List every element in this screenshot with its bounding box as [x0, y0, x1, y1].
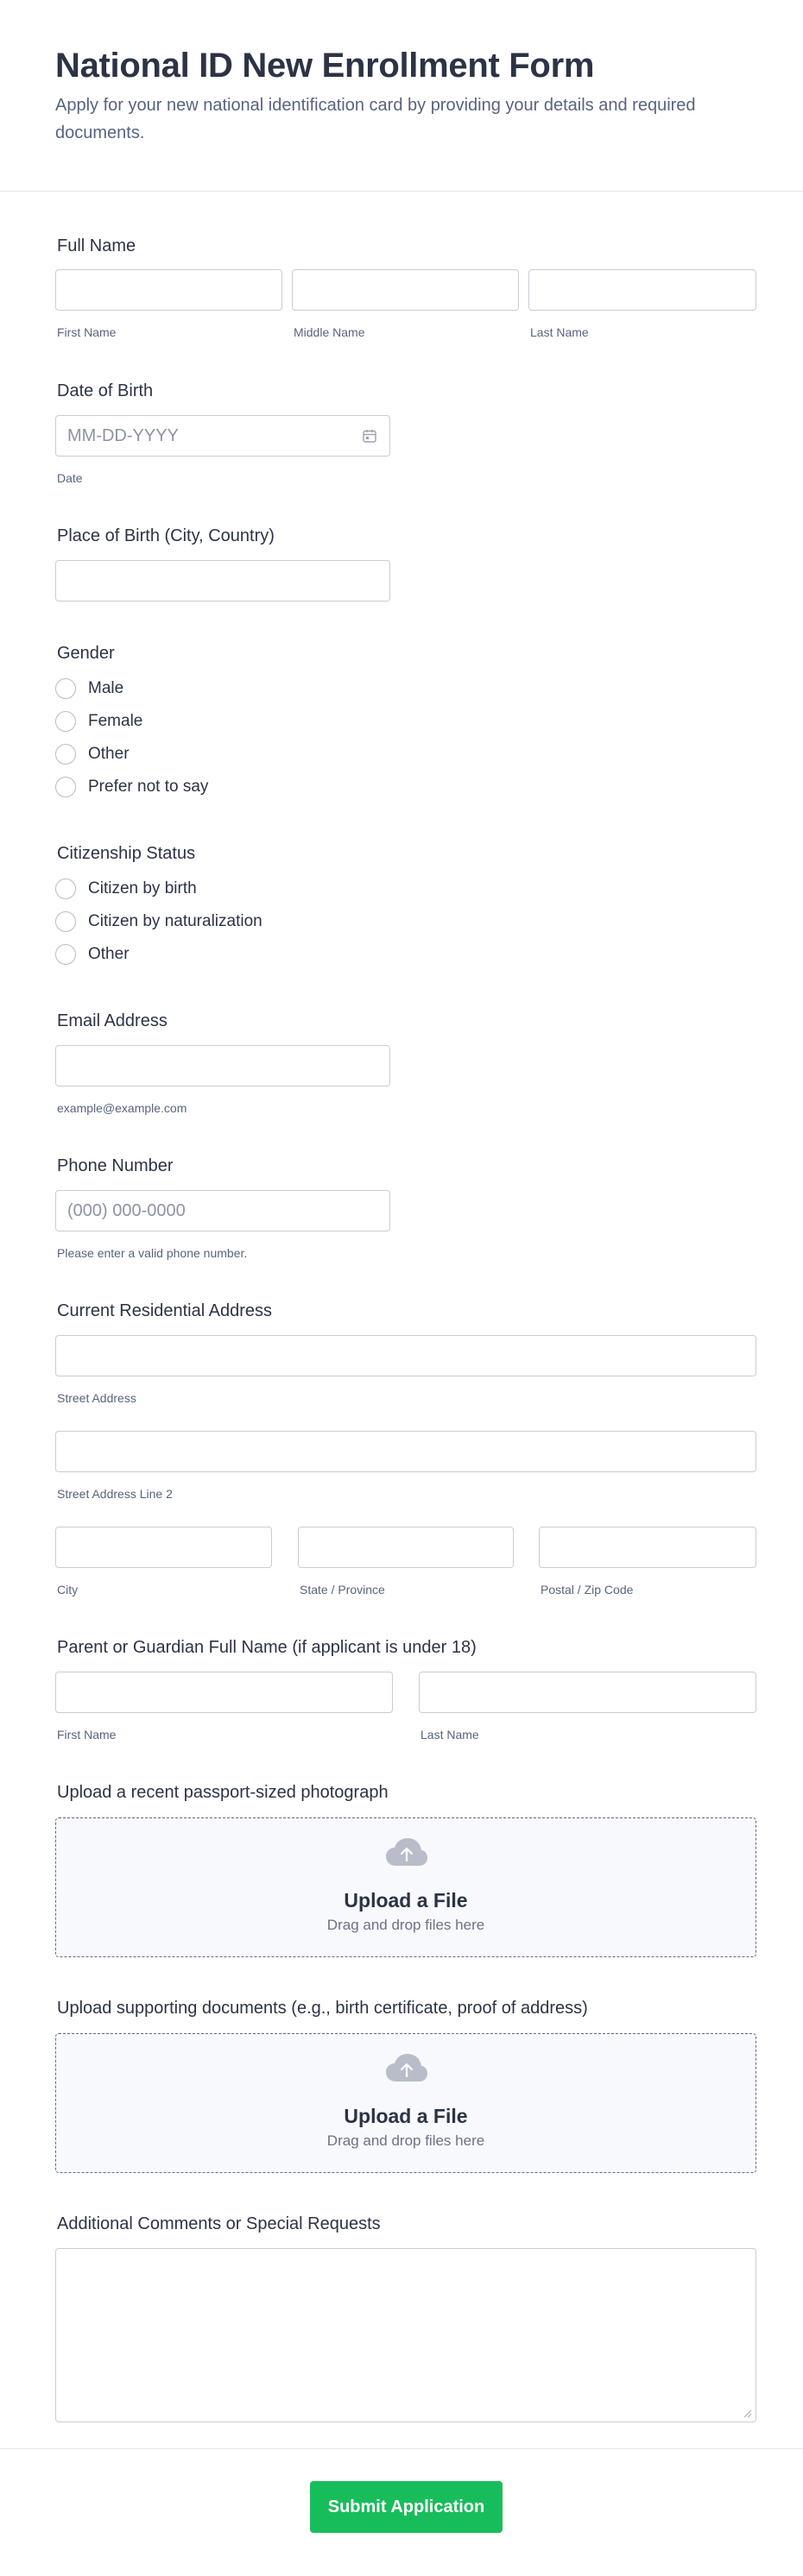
radio-button[interactable]	[55, 879, 76, 899]
guardian-last-name-sublabel: Last Name	[420, 1728, 479, 1741]
place-of-birth-label: Place of Birth (City, Country)	[57, 526, 275, 545]
form-subtitle: Apply for your new national identification card by providing your details and required documents.	[55, 96, 696, 142]
full-name-label: Full Name	[57, 236, 136, 255]
upload-hint: Drag and drop files here	[326, 1917, 485, 1933]
zip-sublabel: Postal / Zip Code	[541, 1583, 634, 1597]
form-title: National ID New Enrollment Form	[55, 47, 595, 85]
state-sublabel: State / Province	[300, 1583, 385, 1597]
cloud-upload-icon	[385, 1837, 428, 1867]
citizenship-option-naturalization[interactable]	[55, 910, 262, 933]
city-sublabel: City	[57, 1583, 79, 1597]
street-address-line2-sublabel: Street Address Line 2	[57, 1487, 173, 1501]
radio-button[interactable]	[55, 944, 76, 965]
phone-input[interactable]	[55, 1190, 390, 1231]
citizenship-option-birth[interactable]	[55, 878, 197, 900]
cloud-upload-icon	[385, 2053, 428, 2082]
upload-title: Upload a File	[344, 2105, 468, 2127]
guardian-label: Parent or Guardian Full Name (if applicant is under 18)	[57, 1638, 477, 1657]
radio-button[interactable]	[55, 777, 76, 797]
date-of-birth-input[interactable]	[55, 415, 390, 457]
form-header	[0, 0, 803, 192]
dob-sublabel: Date	[57, 471, 83, 485]
comments-textarea[interactable]	[55, 2248, 756, 2422]
street-address-sublabel: Street Address	[57, 1391, 136, 1405]
first-name-sublabel: First Name	[57, 325, 117, 339]
radio-button[interactable]	[55, 678, 76, 699]
first-name-input[interactable]	[55, 269, 282, 311]
photo-upload-dropzone[interactable]	[55, 1817, 756, 1957]
radio-label: Other	[88, 745, 130, 763]
radio-label: Citizen by birth	[88, 879, 197, 898]
street-address-line2-input[interactable]	[55, 1431, 756, 1472]
phone-sublabel: Please enter a valid phone number.	[57, 1246, 248, 1260]
upload-hint: Drag and drop files here	[326, 2132, 485, 2149]
guardian-first-name-sublabel: First Name	[57, 1728, 117, 1741]
street-address-input[interactable]	[55, 1335, 756, 1376]
gender-option-female[interactable]	[55, 710, 142, 733]
zip-input[interactable]	[539, 1527, 756, 1568]
citizenship-label: Citizenship Status	[57, 844, 196, 863]
middle-name-input[interactable]	[292, 269, 519, 311]
radio-label: Female	[88, 712, 143, 730]
email-label: Email Address	[57, 1011, 168, 1030]
gender-option-other[interactable]	[55, 743, 130, 765]
state-input[interactable]	[298, 1527, 514, 1568]
gender-label: Gender	[57, 644, 115, 663]
calendar-icon[interactable]	[362, 428, 377, 444]
radio-label: Citizen by naturalization	[88, 912, 262, 930]
radio-button[interactable]	[55, 711, 76, 732]
email-sublabel: example@example.com	[57, 1101, 187, 1115]
address-label: Current Residential Address	[57, 1301, 273, 1320]
guardian-last-name-input[interactable]	[419, 1672, 756, 1713]
gender-option-male[interactable]	[55, 677, 123, 700]
radio-label: Male	[88, 679, 124, 697]
comments-label: Additional Comments or Special Requests	[57, 2214, 381, 2233]
radio-label: Prefer not to say	[88, 778, 209, 796]
radio-button[interactable]	[55, 911, 76, 932]
upload-title: Upload a File	[344, 1889, 468, 1912]
dob-placeholder: MM-DD-YYYY	[67, 426, 179, 445]
docs-upload-label: Upload supporting documents (e.g., birth certificate, proof of address)	[57, 1999, 588, 2018]
radio-label: Other	[88, 945, 130, 963]
resize-handle-icon[interactable]	[743, 2409, 752, 2418]
place-of-birth-input[interactable]	[55, 560, 390, 601]
dob-label: Date of Birth	[57, 381, 154, 400]
gender-option-prefer-not-to-say[interactable]	[55, 776, 208, 798]
last-name-input[interactable]	[528, 269, 756, 311]
middle-name-sublabel: Middle Name	[294, 325, 365, 339]
phone-label: Phone Number	[57, 1156, 174, 1175]
submit-button[interactable]: Submit Application	[310, 2481, 503, 2533]
docs-upload-dropzone[interactable]	[55, 2033, 756, 2173]
phone-placeholder: (000) 000-0000	[67, 1201, 186, 1220]
email-field[interactable]	[55, 1045, 390, 1086]
radio-button[interactable]	[55, 744, 76, 765]
guardian-first-name-input[interactable]	[55, 1672, 393, 1713]
footer-divider	[0, 2448, 803, 2449]
last-name-sublabel: Last Name	[530, 325, 589, 339]
photo-upload-label: Upload a recent passport-sized photograph	[57, 1783, 389, 1802]
city-input[interactable]	[55, 1527, 272, 1568]
citizenship-option-other[interactable]	[55, 943, 130, 966]
